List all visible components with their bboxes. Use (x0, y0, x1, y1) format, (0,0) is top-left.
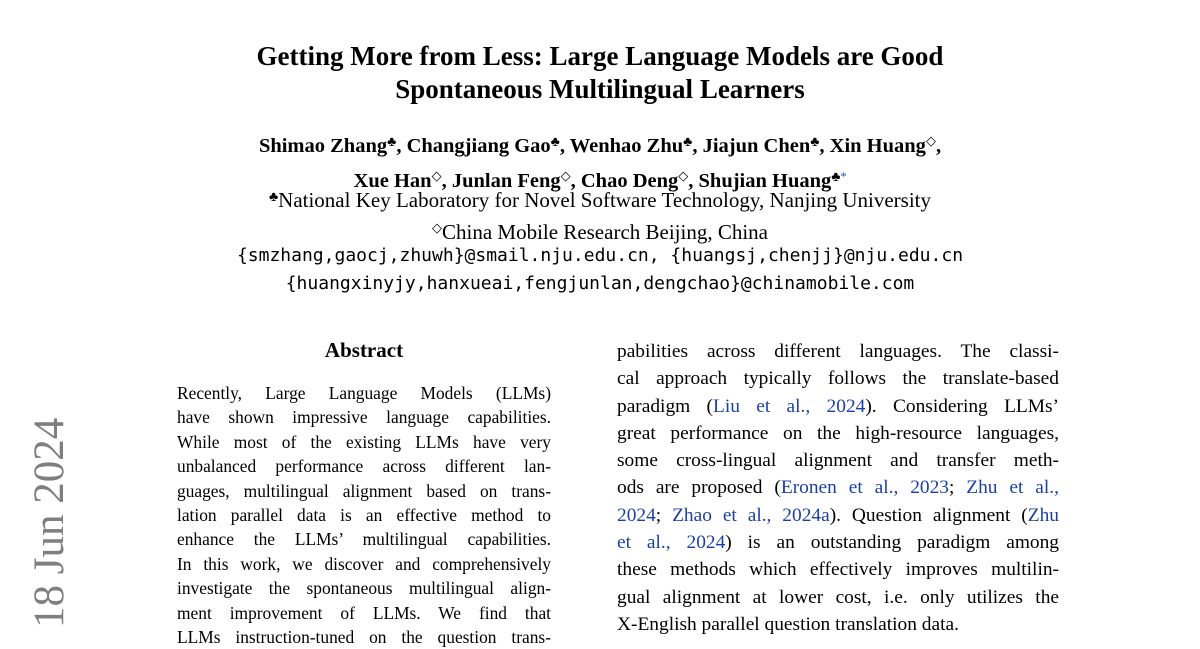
corresponding-author-link[interactable]: * (840, 169, 847, 183)
body-line (617, 529, 1059, 556)
citation-link-liu-2024[interactable]: Liu et al., 2024 (713, 395, 866, 417)
body-line: these methods which effectively improves multilin- (617, 559, 1059, 581)
affiliation-text: National Key Laboratory for Novel Software Technology, Nanjing University (278, 188, 932, 212)
author-emails (100, 242, 1100, 298)
club-symbol: ♣ (550, 135, 560, 150)
email-line-1: {smzhang,gaocj,zhuwh}@smail.nju.edu.cn, {huangsj,chenjj}@nju.edu.cn (236, 245, 964, 266)
body-text: ). Considering LLMs’ (865, 395, 1059, 417)
body-text: ; (948, 477, 967, 499)
abstract-line: have shown impressive language capabilities. (177, 407, 551, 428)
club-symbol: ♣ (831, 170, 841, 185)
club-symbol: ♣ (387, 135, 397, 150)
citation-link-zhu-2024[interactable]: Zhu et al., (966, 477, 1059, 499)
author-name: Shujian Huang (698, 170, 832, 192)
body-line (617, 474, 1059, 501)
diamond-symbol: ◇ (925, 133, 936, 148)
body-line: some cross-lingual alignment and transfer meth- (617, 450, 1059, 472)
body-line: great performance on the high-resource languages, (617, 422, 1059, 444)
author-separator: , (441, 170, 452, 192)
citation-link-zhu-2024-year[interactable]: 2024 (617, 504, 656, 526)
arxiv-date-stamp: 18 Jun 2024 (26, 417, 73, 628)
author-separator: , (688, 170, 699, 192)
author-name: Junlan Feng (451, 170, 561, 192)
abstract-line: investigate the spontaneous multilingual align- (177, 578, 551, 599)
body-line (617, 502, 1059, 529)
diamond-symbol: ◇ (678, 168, 689, 183)
abstract-line: unbalanced performance across different lan- (177, 456, 551, 477)
diamond-symbol: ◇ (431, 168, 442, 183)
author-name: Wenhao Zhu (569, 135, 684, 157)
diamond-symbol: ◇ (560, 168, 571, 183)
author-name: Shimao Zhang (258, 135, 388, 157)
abstract-body (177, 381, 551, 649)
abstract-line: ment improvement of LLMs. We find that (177, 602, 551, 623)
body-line: X-English parallel question translation data. (617, 613, 959, 635)
body-text: paradigm ( (617, 395, 713, 417)
author-name: Changjiang Gao (406, 135, 551, 157)
title-line-1: Getting More from Less: Large Language Models are Good (256, 41, 944, 71)
club-symbol: ♣ (268, 190, 279, 205)
author-line-1 (100, 126, 1100, 161)
author-separator: , (819, 135, 830, 157)
citation-link-zhao-2024a[interactable]: Zhao et al., 2024a (672, 504, 830, 526)
author-separator: , (935, 135, 942, 157)
author-separator: , (692, 135, 703, 157)
author-name: Chao Deng (580, 170, 679, 192)
author-separator: , (559, 135, 570, 157)
abstract-heading: Abstract (324, 338, 404, 362)
body-line (617, 393, 1059, 420)
affiliation-nju (100, 184, 1100, 214)
body-line: pabilities across different languages. The classi- (617, 341, 1059, 362)
abstract-line: In this work, we discover and comprehensively (177, 553, 551, 574)
club-symbol: ♣ (683, 135, 693, 150)
abstract-line: Recently, Large Language Models (LLMs) (177, 383, 551, 403)
club-symbol: ♣ (810, 135, 820, 150)
abstract-line: LLMs instruction-tuned on the question trans- (177, 627, 551, 648)
author-separator: , (570, 170, 581, 192)
affiliations (100, 184, 1100, 246)
email-line-2: {huangxinyjy,hanxueai,fengjunlan,dengchao}@chinamobile.com (285, 273, 915, 294)
diamond-symbol: ◇ (431, 220, 442, 235)
paper-title (150, 40, 1050, 106)
abstract-line: lation parallel data is an effective method to (177, 505, 551, 526)
author-separator: , (396, 135, 407, 157)
title-line-2: Spontaneous Multilingual Learners (395, 74, 805, 104)
introduction-body (617, 338, 1059, 638)
body-text: ) is an outstanding paradigm among (725, 532, 1059, 554)
citation-link-eronen-2023[interactable]: Eronen et al., 2023 (780, 477, 949, 499)
author-name: Jiajun Chen (702, 135, 811, 157)
body-text: ; (655, 504, 673, 526)
abstract-line: While most of the existing LLMs have very (177, 431, 551, 452)
affiliation-text: China Mobile Research Beijing, China (441, 220, 769, 244)
abstract-line: guages, multilingual alignment based on trans- (177, 480, 551, 501)
body-text: ods are proposed ( (617, 477, 781, 499)
citation-link-zhu-2024-qa-cont[interactable]: et al., 2024 (617, 532, 726, 554)
body-text: ). Question alignment ( (829, 504, 1028, 526)
body-line: gual alignment at lower cost, i.e. only utilizes the (617, 586, 1059, 608)
body-line: cal approach typically follows the translate-based (617, 368, 1059, 390)
author-name: Xue Han (353, 170, 432, 192)
author-name: Xin Huang (829, 135, 926, 157)
citation-link-zhu-2024-qa[interactable]: Zhu (1027, 504, 1059, 526)
abstract-line: enhance the LLMs’ multilingual capabilities. (177, 529, 551, 550)
